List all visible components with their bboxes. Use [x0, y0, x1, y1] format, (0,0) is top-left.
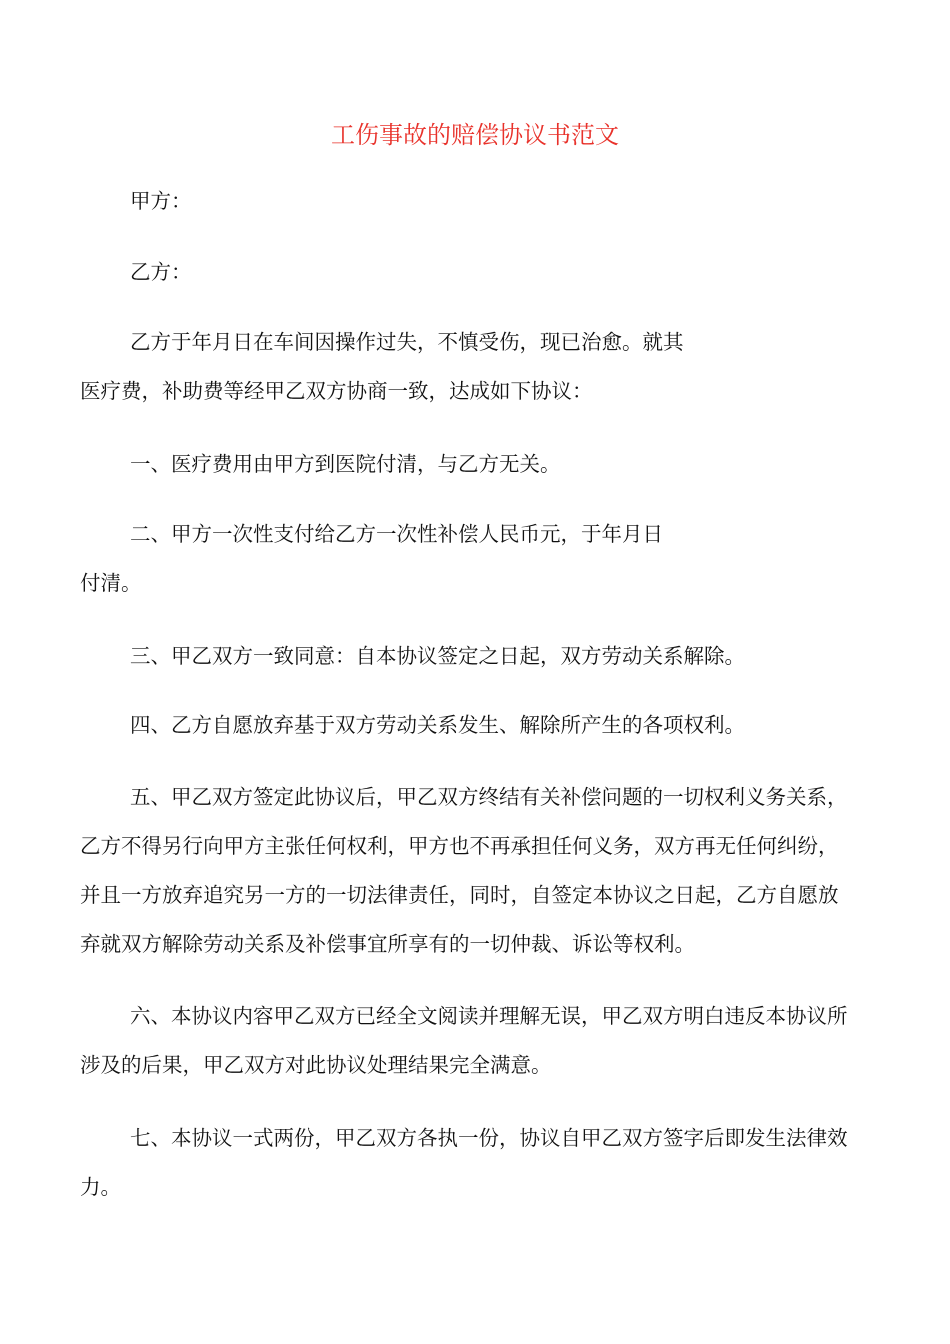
party-a-label: 甲方：: [130, 189, 192, 213]
clause-2: [80, 510, 880, 608]
text-line: 一、医疗费用由甲方到医院付清，与乙方无关。: [130, 452, 561, 476]
text-line: 乙方不得另行向甲方主张任何权利，甲方也不再承担任何义务，双方再无任何纠纷，: [80, 834, 839, 858]
party-a-line: [80, 177, 880, 226]
clause-5: [80, 773, 880, 969]
intro-paragraph: [80, 318, 880, 416]
clause-1: [80, 440, 880, 489]
text-line: 力。: [80, 1175, 121, 1199]
clause-4: [80, 701, 880, 750]
document-title: 工伤事故的赔偿协议书范文: [331, 121, 619, 149]
text-line: 弃就双方解除劳动关系及补偿事宜所享有的一切仲裁、诉讼等权利。: [80, 932, 695, 956]
text-line: 乙方于年月日在车间因操作过失，不慎受伤，现已治愈。就其: [130, 330, 684, 354]
text-line: 五、甲乙双方签定此协议后，甲乙双方终结有关补偿问题的一切权利义务关系，: [130, 785, 848, 809]
text-line: 付清。: [80, 571, 142, 595]
clause-7: [80, 1114, 880, 1212]
party-b-label: 乙方：: [130, 260, 192, 284]
text-line: 二、甲方一次性支付给乙方一次性补偿人民币元，于年月日: [130, 522, 663, 546]
text-line: 涉及的后果，甲乙双方对此协议处理结果完全满意。: [80, 1053, 552, 1077]
text-line: 医疗费，补助费等经甲乙双方协商一致，达成如下协议：: [80, 379, 593, 403]
text-line: 并且一方放弃追究另一方的一切法律责任，同时，自签定本协议之日起，乙方自愿放: [80, 883, 839, 907]
clause-6: [80, 992, 880, 1090]
text-line: 六、本协议内容甲乙双方已经全文阅读并理解无误，甲乙双方明白违反本协议所: [130, 1004, 848, 1028]
text-line: 三、甲乙双方一致同意：自本协议签定之日起，双方劳动关系解除。: [130, 644, 745, 668]
text-line: 四、乙方自愿放弃基于双方劳动关系发生、解除所产生的各项权利。: [130, 713, 745, 737]
party-b-line: [80, 248, 880, 297]
clause-3: [80, 632, 880, 681]
text-line: 七、本协议一式两份，甲乙双方各执一份，协议自甲乙双方签字后即发生法律效: [130, 1126, 848, 1150]
